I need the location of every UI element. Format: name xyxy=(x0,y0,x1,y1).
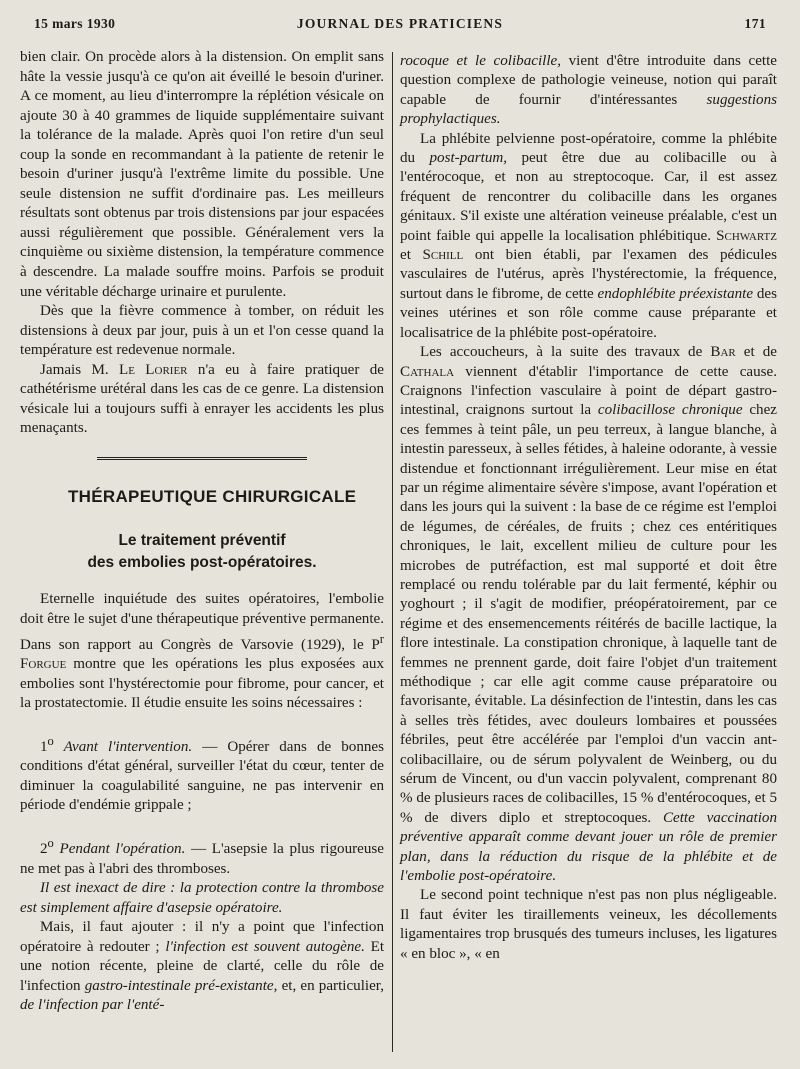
paragraph: Le second point technique n'est pas non plus négligeable. Il faut éviter les tiraillements veineux, les décollements ligamentaires trop brusqués des tumeurs incluses, les ligatures « en bloc », « en xyxy=(400,887,777,962)
author-name: Bar xyxy=(710,344,736,361)
author-name: Schwartz xyxy=(716,227,777,244)
running-header xyxy=(34,8,766,38)
article-title: Le traitement préventif des embolies post-opératoires. xyxy=(87,532,317,572)
page-number: 171 xyxy=(744,16,766,31)
author-name: Forgue xyxy=(20,656,67,673)
author-name: Le Lorier xyxy=(119,361,188,378)
issue-date: 15 mars 1930 xyxy=(34,16,116,31)
paragraph: bien clair. On procède alors à la distension. On emplit sans hâte la vessie jusqu'à ce qu'on ait éveillé le besoin d'uriner. A ce moment, au lieu d'interrompre la réplétion vésicale on ajoute 30 à 40 grammes de liquide supplémentaire suivant la tolérance de la malade. Après quoi l'on retire d'un seul coup la sonde en recommandant à la patiente de retenir le besoin d'uriner jusqu'à l'extrême limite du possible. Une seule distension ne suffit d'ordinaire pas. Les meilleurs résultats sont obtenus par trois distensions par jour espacées aussi régulièrement que possible. Généralement vers la cinquième ou sixième distension, la température commence à descendre. La malade souffre moins. Parfois se produit une véritable décharge urinaire et purulente. xyxy=(20,49,384,300)
paragraph: Les accoucheurs, à la suite des travaux de Bar et de Cathala viennent d'établir l'importance de cette cause. Craignons l'infection vasculaire à point de départ gastro-intestinal, craignons surtout la colibacillose chronique chez ces femmes à teint pâle, un peu terreux, à langue blanche, à intestin paresseux, à selles fétides, à haleine odorante, à vessie distendue et fonctionnant irrégulièrement. Leur mise en état par un régime alimentaire sévère s'impose, avant l'opération et dans les jours qui la suivent : la base de ce régime est l'emploi de légumes, de céréales, de fruits ; chez ces entéritiques chroniques, le lait, excellent milieu de culture pour les microbes de putréfaction, est mal supporté et doit être remplacé ou rendu tolérable par du lait fermenté, képhir ou yoghourt ; il s'agit de modifier, préopératoirement, par ce régime et des ensemencements réitérés de bacille lactique, la flore intestinale. La constipation chronique, à laquelle tant de femmes ne prennent garde, doit faire l'objet d'un traitement méthodique ; car elle agit comme cause préparatoire ou favorisante, évitable. La désinfection de l'intestin, dans les cas à selles très fétides, avec douleurs lombaires et poussées fébriles, peut être accélérée par l'emploi d'un vaccin ant-colibacillaire, ou de sérum polyvalent de Weinberg, ou du sérum de Vincent, ou d'un vaccin polyvalent, comprenant 80 % de plusieurs races de colibacilles, 15 % d'entérocoques, et 5 % de divers diplo et streptocoques. Cette vaccination préventive apparaît comme devant jouer un rôle de premier plan, dans la réduction du risque de la phlébite et de l'embolie post-opératoire. xyxy=(400,344,778,885)
paragraph: rocoque et le colibacille, vient d'être introduite dans cette question complexe de pathologie veineuse, notion qui paraît capable de fournir d'intéressantes suggestions prophylactiques. xyxy=(400,53,777,128)
author-name: Schill xyxy=(422,247,464,264)
paragraph: Mais, il faut ajouter : il n'y a point que l'infection opératoire à redouter ; l'infection est souvent autogène. Et une notion récente, pleine de clarté, celle du rôle de l'infection gastro-intestinale pré-existante, et, en particulier, de l'infection par l'enté- xyxy=(20,919,385,1014)
section-title: THÉRAPEUTIQUE CHIRURGICALE xyxy=(68,486,357,506)
column-divider xyxy=(392,52,393,1052)
right-column xyxy=(400,52,777,964)
paragraph: Dès que la fièvre commence à tomber, on réduit les distensions à deux par jour, puis à un et l'on cesse quand la température est redevenue normale. xyxy=(20,303,384,359)
paragraph: Il est inexact de dire : la protection contre la thrombose est simplement affaire d'asepsie opératoire. xyxy=(20,880,384,916)
paragraph: Eternelle inquiétude des suites opératoires, l'embolie doit être le sujet d'une thérapeutique préventive permanente. Dans son rapport au Congrès de Varsovie (1929), le $P^r$ Forgue montre que les opérations les plus exposées aux embolies sont l'hystérectomie pour fibrome, pour cancer, et la prostatectomie. Il étudie ensuite les soins nécessaires : xyxy=(20,591,384,712)
author-name: Cathala xyxy=(400,363,455,380)
list-item: 1$^o$ Avant l'intervention. — Opérer dans de bonnes conditions d'état général, surveiller l'état du cœur, tenter de diminuer la coagulabilité sanguine, ne pas intervenir en période d'endémie grippale ; xyxy=(20,733,384,814)
journal-title: JOURNAL DES PRATICIENS xyxy=(296,16,504,31)
paragraph: La phlébite pelvienne post-opératoire, comme la phlébite du post-partum, peut être due au colibacille ou à l'entérocoque, et non au streptocoque. Car, il est assez fréquent de rencontrer du colibacille dans les organes génitaux. S'il existe une altération veineuse préalable, c'est un point faible qui appelle la localisation phlébitique. Schwartz et Schill ont bien établi, par l'examen des pédicules vasculaires de l'utérus, après l'hystérectomie, la fréquence, surtout dans le fibrome, de cette endophlébite préexistante des veines utérines et son rôle comme cause préparante et localisatrice de la phlébite post-opératoire. xyxy=(400,130,777,341)
paragraph: Jamais M. Le Lorier n'a eu à faire pratiquer de cathétérisme urétéral dans les cas de ce genre. La distension vésicale lui a toujours suffi à enrayer les accidents les plus menaçants. xyxy=(20,361,384,437)
section-separator xyxy=(97,457,307,463)
left-column xyxy=(20,48,384,1016)
list-item: 2$^o$ Pendant l'opération. — L'asepsie la plus rigoureuse ne met pas à l'abri des thromboses. xyxy=(20,836,384,877)
